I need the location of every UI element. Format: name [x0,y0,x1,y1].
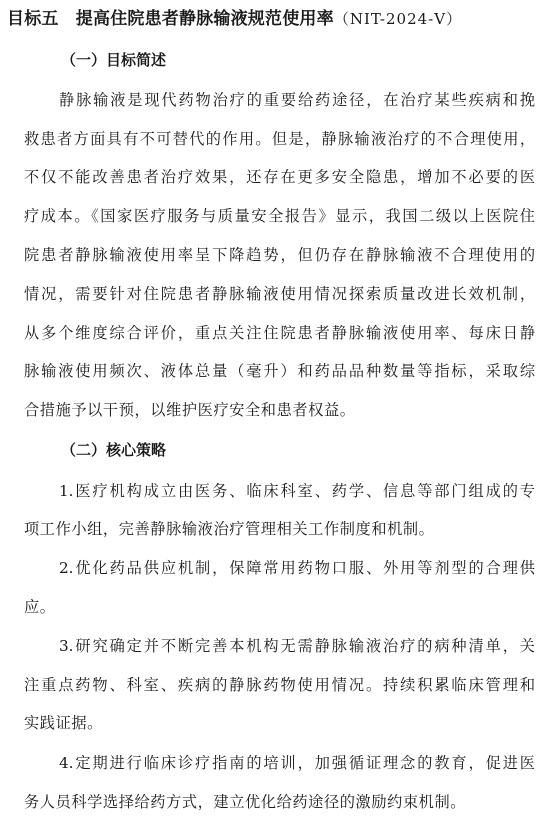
list-item-line: 务人员科学选择给药方式，建立优化给药途径的激励约束机制。 [24,793,467,811]
paragraph-line: 从多个维度综合评价，重点关注住院患者静脉输液使用率、每床日静 [24,324,535,342]
list-item-line: 注重点药物、科室、疾病的静脉药物使用情况。持续积累临床管理和 [24,676,535,694]
list-item-line: 4.定期进行临床诊疗指南的培训，加强循证理念的教育，促进医 [59,754,535,772]
paragraph-line: 救患者方面具有不可替代的作用。但是，静脉输液治疗的不合理使用， [24,130,535,148]
section-heading-overview: （一）目标简述 [61,51,167,69]
paragraph-line: 不仅不能改善患者治疗效果，还存在更多安全隐患，增加不必要的医 [24,168,535,186]
page-title [7,8,552,30]
title-code: （NIT-2024-Ⅴ） [333,10,463,28]
paragraph-line: 静脉输液是现代药物治疗的重要给药途径，在治疗某些疾病和挽 [59,91,535,109]
list-item-line: 3.研究确定并不断完善本机构无需静脉输液治疗的病种清单，关 [59,637,535,655]
list-item-line: 应。 [24,598,56,616]
paragraph-line: 情况，需要针对住院患者静脉输液使用情况探索质量改进长效机制， [24,285,535,303]
list-item-line: 实践证据。 [24,714,103,732]
list-item-line: 项工作小组，完善静脉输液治疗管理相关工作制度和机制。 [24,520,435,538]
title-main: 目标五 提高住院患者静脉输液规范使用率 [7,9,334,29]
list-item-line: 1.医疗机构成立由医务、临床科室、药学、信息等部门组成的专 [59,482,535,500]
paragraph-line: 疗成本。《国家医疗服务与质量安全报告》显示，我国二级以上医院住 [24,207,535,225]
paragraph-line: 脉输液使用频次、液体总量（毫升）和药品品种数量等指标，采取综 [24,362,535,380]
paragraph-line: 院患者静脉输液使用率呈下降趋势，但仍存在静脉输液不合理使用的 [24,246,535,264]
list-item-line: 2.优化药品供应机制，保障常用药物口服、外用等剂型的合理供 [59,559,535,577]
paragraph-line: 合措施予以干预，以维护医疗安全和患者权益。 [24,401,356,419]
section-heading-strategy: （二）核心策略 [61,441,167,459]
